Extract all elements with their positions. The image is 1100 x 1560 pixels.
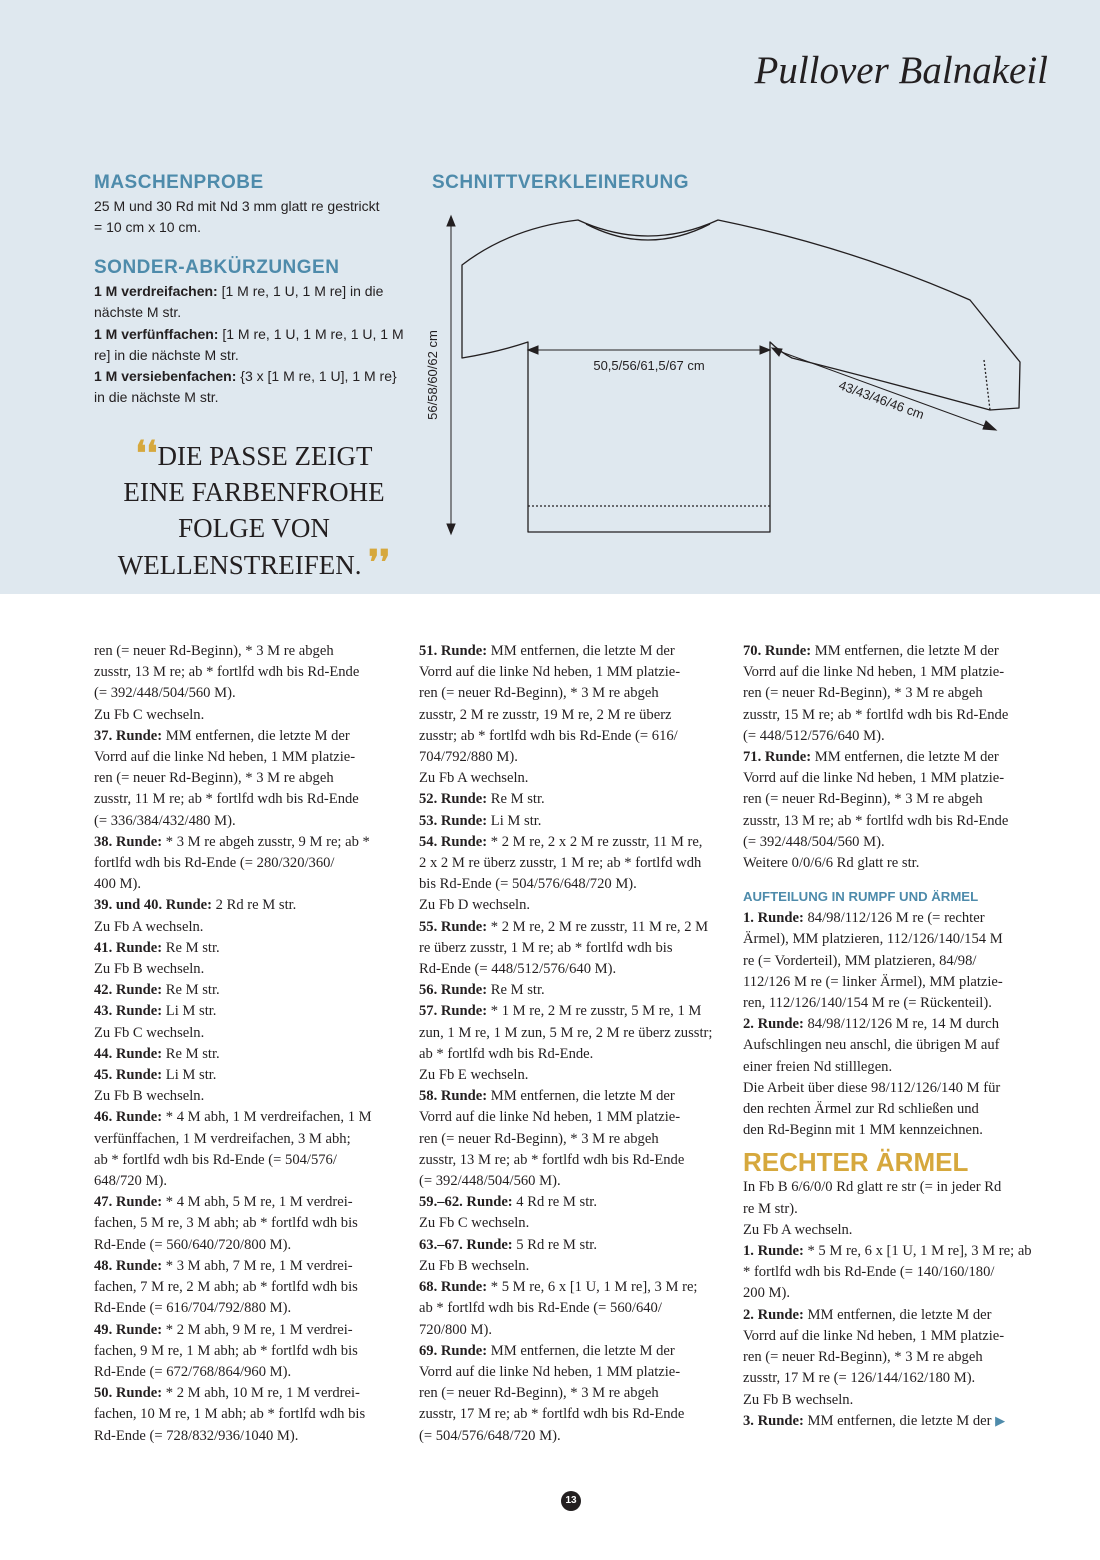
instruction-line [419,789,731,810]
instruction-line [743,832,1055,853]
abbreviation-definition: re] in die nächste M str. [94,346,239,363]
instruction-text: Die Arbeit über diese 98/112/126/140 M für [743,1079,1001,1096]
instruction-line [419,1426,731,1447]
instruction-line [94,683,406,704]
instruction-line [419,1107,731,1128]
round-label: 2. Runde: [743,1306,804,1323]
sonder-list [94,281,404,409]
abbreviation-term: 1 M verfünffachen: [94,325,219,342]
instruction-line [743,1099,1055,1120]
instruction-line [743,929,1055,950]
instruction-line [743,1014,1055,1035]
instruction-text: * 2 M abh, 9 M re, 1 M verdrei- [162,1321,353,1338]
abbreviation-line [94,387,404,408]
instruction-line [419,811,731,832]
instruction-text: 704/792/880 M). [419,749,518,766]
instruction-line [94,1044,406,1065]
instruction-text: einer freien Nd stilllegen. [743,1058,893,1075]
instruction-line [94,874,406,895]
abbreviation-line [94,302,404,323]
instruction-text: zusstr, 15 M re; ab * fortlfd wdh bis Rd-Ende [743,706,1009,723]
instruction-text: * 3 M abh, 7 M re, 1 M verdrei- [162,1257,353,1274]
instruction-text: ren (= neuer Rd-Beginn), * 3 M re abgeh [419,685,659,702]
instruction-text: 2 Rd re M str. [212,897,297,914]
instruction-text: MM entfernen, die letzte M der [811,643,999,659]
round-label: 46. Runde: [94,1109,163,1126]
instruction-line [419,1341,731,1362]
instruction-text: re (= Vorderteil), MM platzieren, 84/98/ [743,952,977,969]
round-label: 39. und 40. Runde: [94,897,213,914]
instruction-line [419,1065,731,1086]
instruction-text: MM entfernen, die letzte M der [487,1342,675,1359]
pull-quote [94,437,414,583]
instruction-line [743,1057,1055,1078]
instruction-text: Zu Fb B wechseln. [419,1257,530,1274]
instruction-line [94,980,406,1001]
instruction-line [419,1086,731,1107]
instruction-line [419,662,731,683]
instruction-line [743,726,1055,747]
instruction-text: 720/800 M). [419,1321,492,1338]
instruction-line [743,1347,1055,1368]
instruction-text: Aufschlingen neu anschl, die übrigen M auf [743,1037,1000,1054]
round-label: 47. Runde: [94,1194,163,1211]
instruction-line [743,951,1055,972]
instruction-line [94,768,406,789]
abbreviation-line [94,324,404,345]
instruction-line [94,1298,406,1319]
length-label: 56/58/60/62 cm [425,330,440,420]
instruction-line [94,1001,406,1022]
instruction-text: fachen, 7 M re, 2 M abh; ab * fortlfd wdh bis [94,1279,358,1296]
instruction-line [94,641,406,662]
instruction-line [94,1362,406,1383]
round-label: 70. Runde: [743,643,812,659]
instruction-line [419,1044,731,1065]
instruction-text: ab * fortlfd wdh bis Rd-Ende (= 560/640/ [419,1300,662,1317]
instruction-line [419,1256,731,1277]
instruction-text: ren (= neuer Rd-Beginn), * 3 M re abgeh [94,770,334,787]
instruction-text: Zu Fb D wechseln. [419,897,531,914]
instruction-text: MM entfernen, die letzte M der [803,1412,992,1429]
instruction-line [94,1277,406,1298]
instruction-line [94,1129,406,1150]
instruction-text: 84/98/112/126 M re, 14 M durch [803,1016,1000,1033]
instruction-text: Vorrd auf die linke Nd heben, 1 MM platzie- [743,1327,1005,1344]
instruction-line [743,1035,1055,1056]
round-label: 71. Runde: [743,749,812,766]
instruction-line [743,811,1055,832]
instruction-text: Zu Fb C wechseln. [94,1024,205,1041]
page-number: 13 [561,1491,581,1511]
instruction-text: 4 Rd re M str. [512,1194,597,1211]
instruction-text: bis Rd-Ende (= 504/576/648/720 M). [419,876,637,893]
instruction-text: Vorrd auf die linke Nd heben, 1 MM platzie- [419,1109,681,1126]
instruction-text: * 4 M abh, 5 M re, 1 M verdrei- [162,1194,353,1211]
sweater-schematic [420,200,1060,550]
instruction-text: * 3 M re abgeh zusstr, 9 M re; ab * [162,833,370,850]
instruction-line [743,1411,1055,1432]
instruction-line [94,747,406,768]
sleeve-label: 43/43/46/46 cm [836,377,927,423]
round-label: 43. Runde: [94,1003,163,1020]
instruction-line [419,641,731,662]
instruction-text: fachen, 9 M re, 1 M abh; ab * fortlfd wdh bis [94,1342,358,1359]
instruction-text: (= 504/576/648/720 M). [419,1427,561,1444]
cuff-line [984,360,990,410]
page-title: Pullover Balnakeil [754,49,1048,92]
quote-open-mark: ❛❛ [135,436,158,473]
instruction-line [743,993,1055,1014]
instruction-text: 112/126 M re (= linker Ärmel), MM platzie- [743,973,1003,990]
rechter-aermel-heading: RECHTER ÄRMEL [743,1147,969,1178]
instruction-line [419,1383,731,1404]
instruction-text: re M str). [743,1200,798,1217]
instruction-text: ren, 112/126/140/154 M re (= Rückenteil). [743,995,992,1012]
round-label: 51. Runde: [419,643,488,659]
instruction-text: 200 M). [743,1285,791,1302]
instruction-text: Rd-Ende (= 616/704/792/880 M). [94,1300,292,1317]
instruction-line [419,938,731,959]
instruction-text: zusstr, 13 M re; ab * fortlfd wdh bis Rd-Ende [419,1151,685,1168]
instruction-line [419,1171,731,1192]
instruction-line [94,1256,406,1277]
instruction-line [94,811,406,832]
instruction-line [743,1326,1055,1347]
instruction-text: Rd-Ende (= 672/768/864/960 M). [94,1363,292,1380]
instruction-line [419,1150,731,1171]
instruction-line [94,1150,406,1171]
round-label: 54. Runde: [419,833,488,850]
round-label: 48. Runde: [94,1257,163,1274]
instruction-line [743,1390,1055,1411]
instruction-line [419,1320,731,1341]
instruction-line [94,1235,406,1256]
instruction-line [743,768,1055,789]
instruction-line [94,1404,406,1425]
instruction-line [419,1235,731,1256]
instruction-text: zusstr, 13 M re; ab * fortlfd wdh bis Rd-Ende [94,664,360,681]
instruction-line [419,1023,731,1044]
instruction-line [419,874,731,895]
instruction-text: Zu Fb C wechseln. [419,1215,530,1232]
instruction-line [743,747,1055,768]
instruction-text: * 4 M abh, 1 M verdreifachen, 1 M [162,1109,372,1126]
instruction-line [419,1129,731,1150]
instruction-text: Re M str. [487,982,545,999]
instruction-line [419,1192,731,1213]
instruction-text: Zu Fb E wechseln. [419,1067,529,1084]
round-label: 57. Runde: [419,1003,488,1020]
instruction-text: Zu Fb B wechseln. [743,1391,854,1408]
instruction-text: Li M str. [487,812,542,829]
sweater-outline [462,220,1020,532]
maschenprobe-line: 25 M und 30 Rd mit Nd 3 mm glatt re gestrickt [94,198,380,214]
abbreviation-definition: in die nächste M str. [94,389,219,406]
instruction-text: (= 392/448/504/560 M). [419,1173,561,1190]
quote-close-mark: ❜❜ [368,545,391,582]
instruction-text: den Rd-Beginn mit 1 MM kennzeichnen. [743,1122,983,1139]
round-label: 49. Runde: [94,1321,163,1338]
instruction-text: re überz zusstr, 1 M re; ab * fortlfd wdh bis [419,939,673,956]
instruction-text: Zu Fb A wechseln. [419,770,529,787]
instruction-line [94,938,406,959]
abbreviation-definition: nächste M str. [94,304,182,321]
quote-line: EINE FARBENFROHE [123,477,385,507]
instruction-line [743,641,1055,662]
quote-line: DIE PASSE ZEIGT [157,441,373,471]
instruction-text: (= 392/448/504/560 M). [94,685,236,702]
instruction-text: * 2 M abh, 10 M re, 1 M verdrei- [162,1385,360,1402]
instruction-line [743,853,1055,874]
instruction-text: Vorrd auf die linke Nd heben, 1 MM platzie- [94,749,356,766]
instruction-text: Zu Fb A wechseln. [743,1221,853,1238]
instruction-line [419,1001,731,1022]
round-label: 52. Runde: [419,791,488,808]
instruction-text: * 2 M re, 2 M re zusstr, 11 M re, 2 M [487,918,709,935]
instruction-text: MM entfernen, die letzte M der [803,1306,992,1323]
round-label: 3. Runde: [743,1412,804,1429]
instruction-line [94,1065,406,1086]
instruction-text: * 2 M re, 2 x 2 M re zusstr, 11 M re, [487,833,703,850]
instruction-text: ren (= neuer Rd-Beginn), * 3 M re abgeh [743,685,983,702]
instruction-line [419,1277,731,1298]
instruction-line [94,1192,406,1213]
instruction-text: Rd-Ende (= 448/512/576/640 M). [419,961,617,978]
instruction-line [94,1341,406,1362]
instruction-text: Li M str. [162,1067,217,1084]
instruction-line [743,1283,1055,1304]
round-label: 56. Runde: [419,982,488,999]
instruction-text: Re M str. [162,1045,220,1062]
instruction-line [419,768,731,789]
maschenprobe-heading: MASCHENPROBE [94,172,264,193]
instruction-text: ab * fortlfd wdh bis Rd-Ende (= 504/576/ [94,1151,337,1168]
instruction-line [743,1120,1055,1141]
instruction-line [419,895,731,916]
instruction-text: Vorrd auf die linke Nd heben, 1 MM platzie- [419,664,681,681]
sonder-heading: SONDER-ABKÜRZUNGEN [94,257,340,278]
width-label: 50,5/56/61,5/67 cm [593,358,705,373]
instruction-line [743,1199,1055,1220]
instruction-text: Vorrd auf die linke Nd heben, 1 MM platzie- [743,770,1005,787]
instruction-line [419,917,731,938]
instruction-line [419,853,731,874]
instruction-text: Rd-Ende (= 728/832/936/1040 M). [94,1427,299,1444]
instruction-line [419,1298,731,1319]
instruction-text: Ärmel), MM platzieren, 112/126/140/154 M [743,931,1003,948]
instruction-text: Zu Fb A wechseln. [94,918,204,935]
continue-arrow-icon: ▶ [995,1413,1006,1429]
round-label: 63.–67. Runde: [419,1236,513,1253]
instruction-line [743,1305,1055,1326]
instruction-line [94,1320,406,1341]
instruction-line [419,726,731,747]
instruction-line [419,832,731,853]
round-label: 69. Runde: [419,1342,488,1359]
round-label: 68. Runde: [419,1279,488,1296]
instruction-text: 2 x 2 M re überz zusstr, 1 M re; ab * fortlfd wdh [419,855,702,872]
instruction-text: verfünffachen, 1 M verdreifachen, 3 M abh; [94,1130,351,1147]
instruction-line [419,980,731,1001]
instruction-text: MM entfernen, die letzte M der [811,749,999,766]
instruction-text: Re M str. [162,939,220,956]
abbreviation-line [94,345,404,366]
instruction-text: 84/98/112/126 M re (= rechter [803,910,985,927]
instruction-text: MM entfernen, die letzte M der [487,643,675,659]
instruction-line [94,1023,406,1044]
instruction-text: MM entfernen, die letzte M der [487,1088,675,1105]
instruction-line [419,1213,731,1234]
instruction-line [94,705,406,726]
instruction-text: ren (= neuer Rd-Beginn), * 3 M re abgeh [743,791,983,808]
instruction-text: ab * fortlfd wdh bis Rd-Ende. [419,1045,594,1062]
instructions-column-2 [419,641,731,1447]
round-label: 42. Runde: [94,982,163,999]
instruction-text: Li M str. [162,1003,217,1020]
instruction-line [94,917,406,938]
instruction-line [743,662,1055,683]
instruction-text: * fortlfd wdh bis Rd-Ende (= 140/160/180/ [743,1264,995,1281]
round-label: 58. Runde: [419,1088,488,1105]
quote-line: FOLGE VON [178,513,330,543]
rechter-aermel-text [743,1177,1055,1431]
instruction-text: zun, 1 M re, 1 M zun, 5 M re, 2 M re überz zusstr; [419,1024,713,1041]
instruction-line [743,1368,1055,1389]
instruction-line [419,747,731,768]
quote-line: WELLENSTREIFEN. [117,550,362,580]
abbreviation-line [94,366,404,387]
instruction-text: Vorrd auf die linke Nd heben, 1 MM platzie- [743,664,1005,681]
aufteilung-heading: AUFTEILUNG IN RUMPF UND ÄRMEL [743,889,979,905]
instruction-text: fachen, 10 M re, 1 M abh; ab * fortlfd wdh bis [94,1406,366,1423]
instruction-text: zusstr, 13 M re; ab * fortlfd wdh bis Rd-Ende [743,812,1009,829]
instruction-line [743,1220,1055,1241]
instruction-line [419,959,731,980]
round-label: 37. Runde: [94,727,163,744]
round-label: 45. Runde: [94,1067,163,1084]
instruction-text: zusstr, 17 M re; ab * fortlfd wdh bis Rd-Ende [419,1406,685,1423]
instruction-line [419,683,731,704]
instruction-line [94,959,406,980]
instruction-line [419,1362,731,1383]
instruction-text: zusstr, 17 M re (= 126/144/162/180 M). [743,1370,976,1387]
instruction-line [94,1171,406,1192]
schnitt-heading: SCHNITTVERKLEINERUNG [432,172,690,193]
instruction-line [419,705,731,726]
abbreviation-term: 1 M versiebenfachen: [94,368,237,385]
instruction-text: ren (= neuer Rd-Beginn), * 3 M re abgeh [743,1349,983,1366]
abbreviation-definition: [1 M re, 1 U, 1 M re] in die [217,283,384,299]
maschenprobe-line: = 10 cm x 10 cm. [94,219,201,236]
instruction-line [743,789,1055,810]
instruction-text: * 1 M re, 2 M re zusstr, 5 M re, 1 M [487,1003,702,1020]
round-label: 41. Runde: [94,939,163,956]
instruction-text: (= 336/384/432/480 M). [94,812,236,829]
instruction-line [94,1107,406,1128]
abbreviation-definition: {3 x [1 M re, 1 U], 1 M re} [236,368,397,385]
instruction-text: Re M str. [162,982,220,999]
round-label: 55. Runde: [419,918,488,935]
instruction-line [743,1177,1055,1198]
instruction-line [94,1086,406,1107]
instruction-text: Rd-Ende (= 560/640/720/800 M). [94,1236,292,1253]
instruction-text: zusstr, 11 M re; ab * fortlfd wdh bis Rd-Ende [94,791,359,808]
instruction-line [94,662,406,683]
instruction-line [743,1078,1055,1099]
instruction-text: (= 448/512/576/640 M). [743,727,885,744]
instruction-text: (= 392/448/504/560 M). [743,833,885,850]
instruction-text: zusstr, 2 M re zusstr, 19 M re, 2 M re überz [419,706,672,723]
instruction-line [743,683,1055,704]
instruction-text: Re M str. [487,791,545,808]
instruction-text: * 5 M re, 6 x [1 U, 1 M re], 3 M re; ab [803,1243,1032,1260]
instruction-text: fortlfd wdh bis Rd-Ende (= 280/320/360/ [94,855,335,872]
instruction-line [743,972,1055,993]
instruction-text: den rechten Ärmel zur Rd schließen und [743,1101,979,1118]
round-label: 1. Runde: [743,910,804,927]
instruction-text: In Fb B 6/6/0/0 Rd glatt re str (= in jeder Rd [743,1179,1002,1196]
instruction-line [94,895,406,916]
instruction-text: ren (= neuer Rd-Beginn), * 3 M re abgeh [419,1130,659,1147]
instruction-line [94,1426,406,1447]
instruction-text: Vorrd auf die linke Nd heben, 1 MM platzie- [419,1363,681,1380]
instruction-line [419,1404,731,1425]
aufteilung-text [743,908,1055,1141]
maschenprobe-text [94,196,414,239]
neckline [586,224,710,240]
instruction-line [94,789,406,810]
instructions-column-3 [743,641,1055,1432]
abbreviation-definition: [1 M re, 1 U, 1 M re, 1 U, 1 M [218,325,404,342]
round-label: 38. Runde: [94,833,163,850]
round-label: 2. Runde: [743,1016,804,1033]
instruction-text: 400 M). [94,876,142,893]
instruction-line [94,832,406,853]
round-label: 1. Runde: [743,1243,804,1260]
instruction-text: 5 Rd re M str. [512,1236,597,1253]
instruction-line [743,908,1055,929]
round-label: 44. Runde: [94,1045,163,1062]
instruction-text: Zu Fb B wechseln. [94,961,205,978]
instruction-line [94,1383,406,1404]
instruction-line [743,1241,1055,1262]
instructions-column-1 [94,641,406,1447]
round-label: 59.–62. Runde: [419,1194,513,1211]
instruction-text: ren (= neuer Rd-Beginn), * 3 M re abgeh [94,643,334,659]
instruction-line [743,1262,1055,1283]
rounds-70-71 [743,641,1055,874]
instruction-text: Zu Fb B wechseln. [94,1088,205,1105]
instruction-text: Weitere 0/0/6/6 Rd glatt re str. [743,855,920,872]
instruction-text: * 5 M re, 6 x [1 U, 1 M re], 3 M re; [487,1279,698,1296]
instruction-text: 648/720 M). [94,1173,167,1190]
instruction-text: MM entfernen, die letzte M der [162,727,350,744]
instruction-line [94,1213,406,1234]
instruction-text: fachen, 5 M re, 3 M abh; ab * fortlfd wdh bis [94,1215,358,1232]
instruction-line [94,726,406,747]
round-label: 53. Runde: [419,812,488,829]
instruction-text: ren (= neuer Rd-Beginn), * 3 M re abgeh [419,1385,659,1402]
round-label: 50. Runde: [94,1385,163,1402]
instruction-line [743,705,1055,726]
instruction-line [94,853,406,874]
instruction-text: zusstr; ab * fortlfd wdh bis Rd-Ende (= 616/ [419,727,678,744]
abbreviation-term: 1 M verdreifachen: [94,283,218,299]
abbreviation-line [94,281,404,302]
instruction-text: Zu Fb C wechseln. [94,706,205,723]
